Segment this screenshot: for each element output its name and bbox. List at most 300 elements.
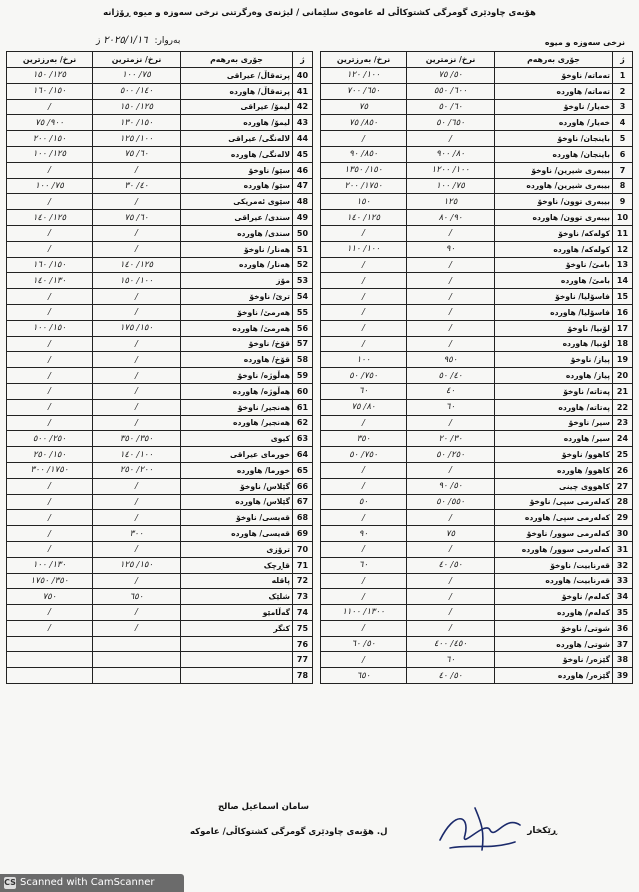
product-name: قاڕچک [181,557,293,573]
max-price: ١٠٠/ ١١٠ [321,241,407,257]
camscanner-text: Scanned with CamScanner [20,877,155,888]
min-price: ٤٠ [407,383,495,399]
min-price: / [93,352,181,368]
min-price: ١٢٥/ ١٥٠ [93,99,181,115]
min-price: / [93,383,181,399]
max-price: / [7,399,93,415]
product-name: فاسۆلیا/ هاوردە [495,304,613,320]
product-name: هەنجیر/ هاوردە [181,415,293,431]
min-price: / [407,336,495,352]
product-name: تەماتە/ ناوخۆ [495,68,613,84]
row-number: 48 [293,194,313,210]
min-price: ٥٠/ ٧٥ [407,68,495,84]
table-row [321,99,633,115]
max-price: / [321,652,407,668]
product-name: هەڵوژە/ هاوردە [181,383,293,399]
row-number: 65 [293,462,313,478]
min-price: / [407,573,495,589]
table-row [7,68,313,84]
price-table-right [320,51,633,684]
table-body-left [7,68,313,684]
row-number: 69 [293,526,313,542]
min-price: / [93,368,181,384]
product-name: کاهوو/ هاوردە [495,462,613,478]
product-name [181,668,293,684]
document-title: هۆبەی چاودێری گومرگی کشتوکاڵی لە عاموەی سلێمانی / لیژنەی وەرگرتنی نرخی سەوزە و میوە ڕۆژانە [103,8,536,18]
product-name: شوتی/ ناوخۆ [495,620,613,636]
max-price: / [321,541,407,557]
min-price: ٥٠/ ٤٠ [407,668,495,684]
col-header-min: نرخ/ نزمترین [93,52,181,68]
table-row [321,257,633,273]
table-row [7,83,313,99]
max-price: / [7,620,93,636]
row-number: 31 [613,541,633,557]
date-value: ٢٠٢٥/١/١٦ [103,35,148,46]
table-header-row [7,52,313,68]
max-price: ١٣٠/ ١٠٠ [7,557,93,573]
min-price: / [407,589,495,605]
row-number: 52 [293,257,313,273]
table-row [321,652,633,668]
table-row [321,557,633,573]
row-number: 39 [613,668,633,684]
max-price: ١٢٥/ ١٥٠ [7,68,93,84]
min-price: / [93,510,181,526]
max-price: ٧٥/ ١٠٠ [7,178,93,194]
product-name: گێزەر/ هاوردە [495,668,613,684]
col-header-name: جۆری بەرهەم [181,52,293,68]
max-price: / [7,241,93,257]
max-price: / [7,494,93,510]
product-name: کاهوو/ ناوخۆ [495,447,613,463]
product-name: کاهووی چینی [495,478,613,494]
min-price: ٦٠ [407,399,495,415]
row-number: 2 [613,83,633,99]
table-row [321,162,633,178]
min-price: ١٥٠/ ١٧٥ [93,320,181,336]
table-row [7,273,313,289]
product-name [181,636,293,652]
product-name [181,652,293,668]
table-row [321,225,633,241]
min-price: ٦٠/ ٥٠ [407,99,495,115]
max-price: ٦٠ [321,383,407,399]
product-name: کەلەرمی سپی/ هاوردە [495,510,613,526]
row-number: 6 [613,146,633,162]
table-row [321,668,633,684]
min-price: ٨٠/ ٩٠٠ [407,146,495,162]
min-price: / [407,257,495,273]
max-price: ٩٠ [321,526,407,542]
row-number: 9 [613,194,633,210]
row-number: 30 [613,526,633,542]
max-price: ٦٠ [321,557,407,573]
table-row [7,447,313,463]
row-number: 41 [293,83,313,99]
table-row [7,668,313,684]
table-row [321,178,633,194]
row-number: 29 [613,510,633,526]
table-row [321,304,633,320]
product-name: هەنجیر/ ناوخۆ [181,399,293,415]
table-body-right [321,68,633,684]
table-row [7,336,313,352]
row-number: 37 [613,636,633,652]
table-row [321,146,633,162]
row-number: 27 [613,478,633,494]
row-number: 40 [293,68,313,84]
table-row [7,99,313,115]
product-name: لالەنگی/ هاوردە [181,146,293,162]
product-name: خەیار/ ناوخۆ [495,99,613,115]
row-number: 47 [293,178,313,194]
row-number: 71 [293,557,313,573]
min-price: ١٢٥/ ١٤٠ [93,257,181,273]
product-name: لۆبیا/ ناوخۆ [495,320,613,336]
product-name: هەڵوژە/ ناوخۆ [181,368,293,384]
product-name: گەڵامێو [181,605,293,621]
table-row [321,526,633,542]
product-name: ترۆزی [181,541,293,557]
max-price: / [321,573,407,589]
row-number: 14 [613,273,633,289]
max-price: ١٠٠/ ١٢٠ [321,68,407,84]
row-number: 21 [613,383,633,399]
product-name: کولەکە/ هاوردە [495,241,613,257]
min-price: / [407,131,495,147]
price-table-left [6,51,313,684]
product-name: پرتەقاڵ/ عیراقی [181,68,293,84]
row-number: 62 [293,415,313,431]
row-number: 7 [613,162,633,178]
min-price: ٧٥ [407,526,495,542]
row-number: 46 [293,162,313,178]
min-price: ٩٥٠ [407,352,495,368]
min-price: / [93,415,181,431]
product-name: هەرمێ/ ناوخۆ [181,304,293,320]
product-name: سێو/ هاوردە [181,178,293,194]
max-price: / [7,352,93,368]
table-row [7,115,313,131]
col-header-max: نرخ/ بەرزترین [7,52,93,68]
min-price: / [93,605,181,621]
row-number: 1 [613,68,633,84]
manager-label: ڕێکخار [527,826,557,836]
table-row [321,510,633,526]
product-name: قۆخ/ ناوخۆ [181,336,293,352]
row-number: 67 [293,494,313,510]
max-price: ١٧٥٠/ ٢٠٠ [321,178,407,194]
max-price [7,652,93,668]
row-number: 19 [613,352,633,368]
row-number: 77 [293,652,313,668]
document-subtitle: نرخی سەوزە و میوە [544,38,625,47]
min-price: / [407,620,495,636]
table-row [321,336,633,352]
max-price: / [321,273,407,289]
min-price: ٣٠/ ٢٠ [407,431,495,447]
col-header-min: نرخ/ نزمترین [407,52,495,68]
row-number: 23 [613,415,633,431]
max-price: / [321,336,407,352]
table-row [7,478,313,494]
product-name: باینجان/ هاوردە [495,146,613,162]
row-number: 60 [293,383,313,399]
row-number: 68 [293,510,313,526]
signatory-name: سامان اسماعیل صالح [218,802,309,812]
min-price: ١٠٠/ ١٢٠٠ [407,162,495,178]
date-label: بەروار: [154,36,181,46]
table-row [321,352,633,368]
min-price: ١٤٠/ ٥٠٠ [93,83,181,99]
min-price: ٦٠/ ٧٥ [93,146,181,162]
max-price: ١٢٥/ ١٠٠ [7,146,93,162]
table-row [7,494,313,510]
table-row [7,620,313,636]
max-price: / [7,383,93,399]
product-name: قۆخ/ هاوردە [181,352,293,368]
min-price: ٦٠ [407,652,495,668]
col-header-num: ژ [293,52,313,68]
table-row [7,431,313,447]
max-price: ١٢٥/ ١٤٠ [7,210,93,226]
table-row [7,652,313,668]
product-name: خورما/ هاوردە [181,462,293,478]
min-price: / [93,241,181,257]
table-row [321,115,633,131]
table-row [321,415,633,431]
max-price: ١٣٠/ ١٤٠ [7,273,93,289]
product-name: بیبەری شیرین/ ناوخۆ [495,162,613,178]
row-number: 43 [293,115,313,131]
product-name: لۆبیا/ هاوردە [495,336,613,352]
table-row [321,589,633,605]
product-name: سێو/ ناوخۆ [181,162,293,178]
table-row [321,194,633,210]
camscanner-icon: CS [4,878,16,887]
max-price: ٥٠/ ٦٠ [321,636,407,652]
row-number: 72 [293,573,313,589]
product-name: ترێ/ ناوخۆ [181,289,293,305]
row-number: 45 [293,146,313,162]
table-row [321,289,633,305]
signatory-org: ل. هۆبەی چاودێری گومرگی کشتوکاڵی/ عاموکە [190,827,388,837]
min-price: ١٥٠/ ١٢٥ [93,557,181,573]
table-row [7,399,313,415]
table-row [7,304,313,320]
row-number: 15 [613,289,633,305]
max-price: / [7,541,93,557]
table-row [321,431,633,447]
product-name: بیبەری توون/ ناوخۆ [495,194,613,210]
product-name: گێزەر/ ناوخۆ [495,652,613,668]
max-price: ٣٥٠/ ١٧٥٠ [7,573,93,589]
table-row [7,605,313,621]
row-number: 3 [613,99,633,115]
table-row [321,241,633,257]
min-price: / [407,289,495,305]
product-name: سندی/ هاوردە [181,225,293,241]
table-row [321,210,633,226]
row-number: 75 [293,620,313,636]
max-price [7,668,93,684]
table-row [7,589,313,605]
col-header-name: جۆری بەرهەم [495,52,613,68]
row-number: 18 [613,336,633,352]
max-price: ٧٥٠/ ٥٠ [321,368,407,384]
product-name: بامێ/ هاوردە [495,273,613,289]
row-number: 5 [613,131,633,147]
row-number: 13 [613,257,633,273]
min-price: ٢٥٠/ ٥٠ [407,447,495,463]
max-price: / [7,194,93,210]
table-row [7,225,313,241]
max-price: / [321,510,407,526]
table-row [7,178,313,194]
row-number: 16 [613,304,633,320]
product-name: خورمای عیراقی [181,447,293,463]
min-price: / [93,620,181,636]
table-row [321,605,633,621]
min-price: / [93,541,181,557]
row-number: 38 [613,652,633,668]
table-row [321,478,633,494]
max-price: ٢٥٠/ ٥٠٠ [7,431,93,447]
table-row [321,68,633,84]
max-price: ٦٥٠ [321,668,407,684]
product-name: پاقلە [181,573,293,589]
table-row [321,462,633,478]
min-price: ١٠٠/ ١٤٠ [93,447,181,463]
max-price: ١٥٠/ ١٦٠ [7,83,93,99]
min-price [93,668,181,684]
max-price: ١٥٠/ ٢٥٠ [7,447,93,463]
table-row [7,241,313,257]
table-row [321,541,633,557]
min-price: / [407,273,495,289]
min-price: ٥٥٠/ ٥٠ [407,494,495,510]
max-price: / [321,225,407,241]
row-number: 58 [293,352,313,368]
max-price: / [321,257,407,273]
table-row [7,194,313,210]
max-price: / [7,289,93,305]
table-row [7,557,313,573]
min-price: / [93,478,181,494]
max-price: / [7,415,93,431]
row-number: 24 [613,431,633,447]
table-row [7,636,313,652]
row-number: 53 [293,273,313,289]
row-number: 35 [613,605,633,621]
product-name: کەلەرمی سوور/ هاوردە [495,541,613,557]
table-row [7,541,313,557]
min-price: / [407,320,495,336]
min-price: / [407,462,495,478]
product-name: کەلەم/ ناوخۆ [495,589,613,605]
table-row [7,462,313,478]
product-name: شوتی/ هاوردە [495,636,613,652]
max-price: / [321,415,407,431]
max-price: ٧٥٠/ ٥٠ [321,447,407,463]
row-number: 28 [613,494,633,510]
min-price: / [407,605,495,621]
row-number: 55 [293,304,313,320]
max-price: ٨٠/ ٧٥ [321,399,407,415]
product-name: پیاز/ هاوردە [495,368,613,384]
row-number: 34 [613,589,633,605]
max-price: / [321,478,407,494]
min-price: / [93,304,181,320]
min-price: / [93,289,181,305]
product-name: سندی/ عیراقی [181,210,293,226]
product-name: کنگر [181,620,293,636]
row-number: 11 [613,225,633,241]
product-name: پەتاتە/ هاوردە [495,399,613,415]
product-name: شلێک [181,589,293,605]
min-price: ٧٥/ ١٠٠ [93,68,181,84]
max-price: ١٥٠/ ٢٠٠ [7,131,93,147]
table-row [321,573,633,589]
max-price: / [321,289,407,305]
row-number: 63 [293,431,313,447]
row-number: 33 [613,573,633,589]
product-name: کیوی [181,431,293,447]
product-name: کەلەرمی سوور/ ناوخۆ [495,526,613,542]
product-name: لالەنگی/ عیراقی [181,131,293,147]
product-name: بیبەری توون/ هاوردە [495,210,613,226]
min-price: / [407,415,495,431]
row-number: 17 [613,320,633,336]
min-price: / [93,162,181,178]
min-price: ٦٠٠/ ٥٥٠ [407,83,495,99]
row-number: 36 [613,620,633,636]
min-price: / [407,510,495,526]
row-number: 12 [613,241,633,257]
max-price: ٧٥٠ [7,589,93,605]
min-price: ١٠٠/ ١٥٠ [93,273,181,289]
row-number: 76 [293,636,313,652]
max-price: / [321,304,407,320]
row-number: 70 [293,541,313,557]
table-row [321,636,633,652]
product-name: هەرمێ/ هاوردە [181,320,293,336]
product-name: فاسۆلیا/ ناوخۆ [495,289,613,305]
min-price: ٥٠/ ٩٠ [407,478,495,494]
table-row [7,526,313,542]
min-price: ٣٠٠ [93,526,181,542]
max-price: ٥٠ [321,494,407,510]
product-name: کولەکە/ ناوخۆ [495,225,613,241]
product-name: کەلەم/ هاوردە [495,605,613,621]
table-row [7,415,313,431]
date-suffix: ز [96,36,101,46]
table-row [7,320,313,336]
min-price: ٦٠/ ٧٥ [93,210,181,226]
product-name: مۆز [181,273,293,289]
product-name: قەیسی/ هاوردە [181,526,293,542]
max-price: ٦٥٠/ ٧٠٠ [321,83,407,99]
max-price [7,636,93,652]
table-row [7,352,313,368]
row-number: 22 [613,399,633,415]
col-header-num: ژ [613,52,633,68]
min-price: ٩٠/ ٨٠ [407,210,495,226]
product-name: تەماتە/ هاوردە [495,83,613,99]
min-price: ٦٥٠/ ٥٠ [407,115,495,131]
max-price: / [321,131,407,147]
